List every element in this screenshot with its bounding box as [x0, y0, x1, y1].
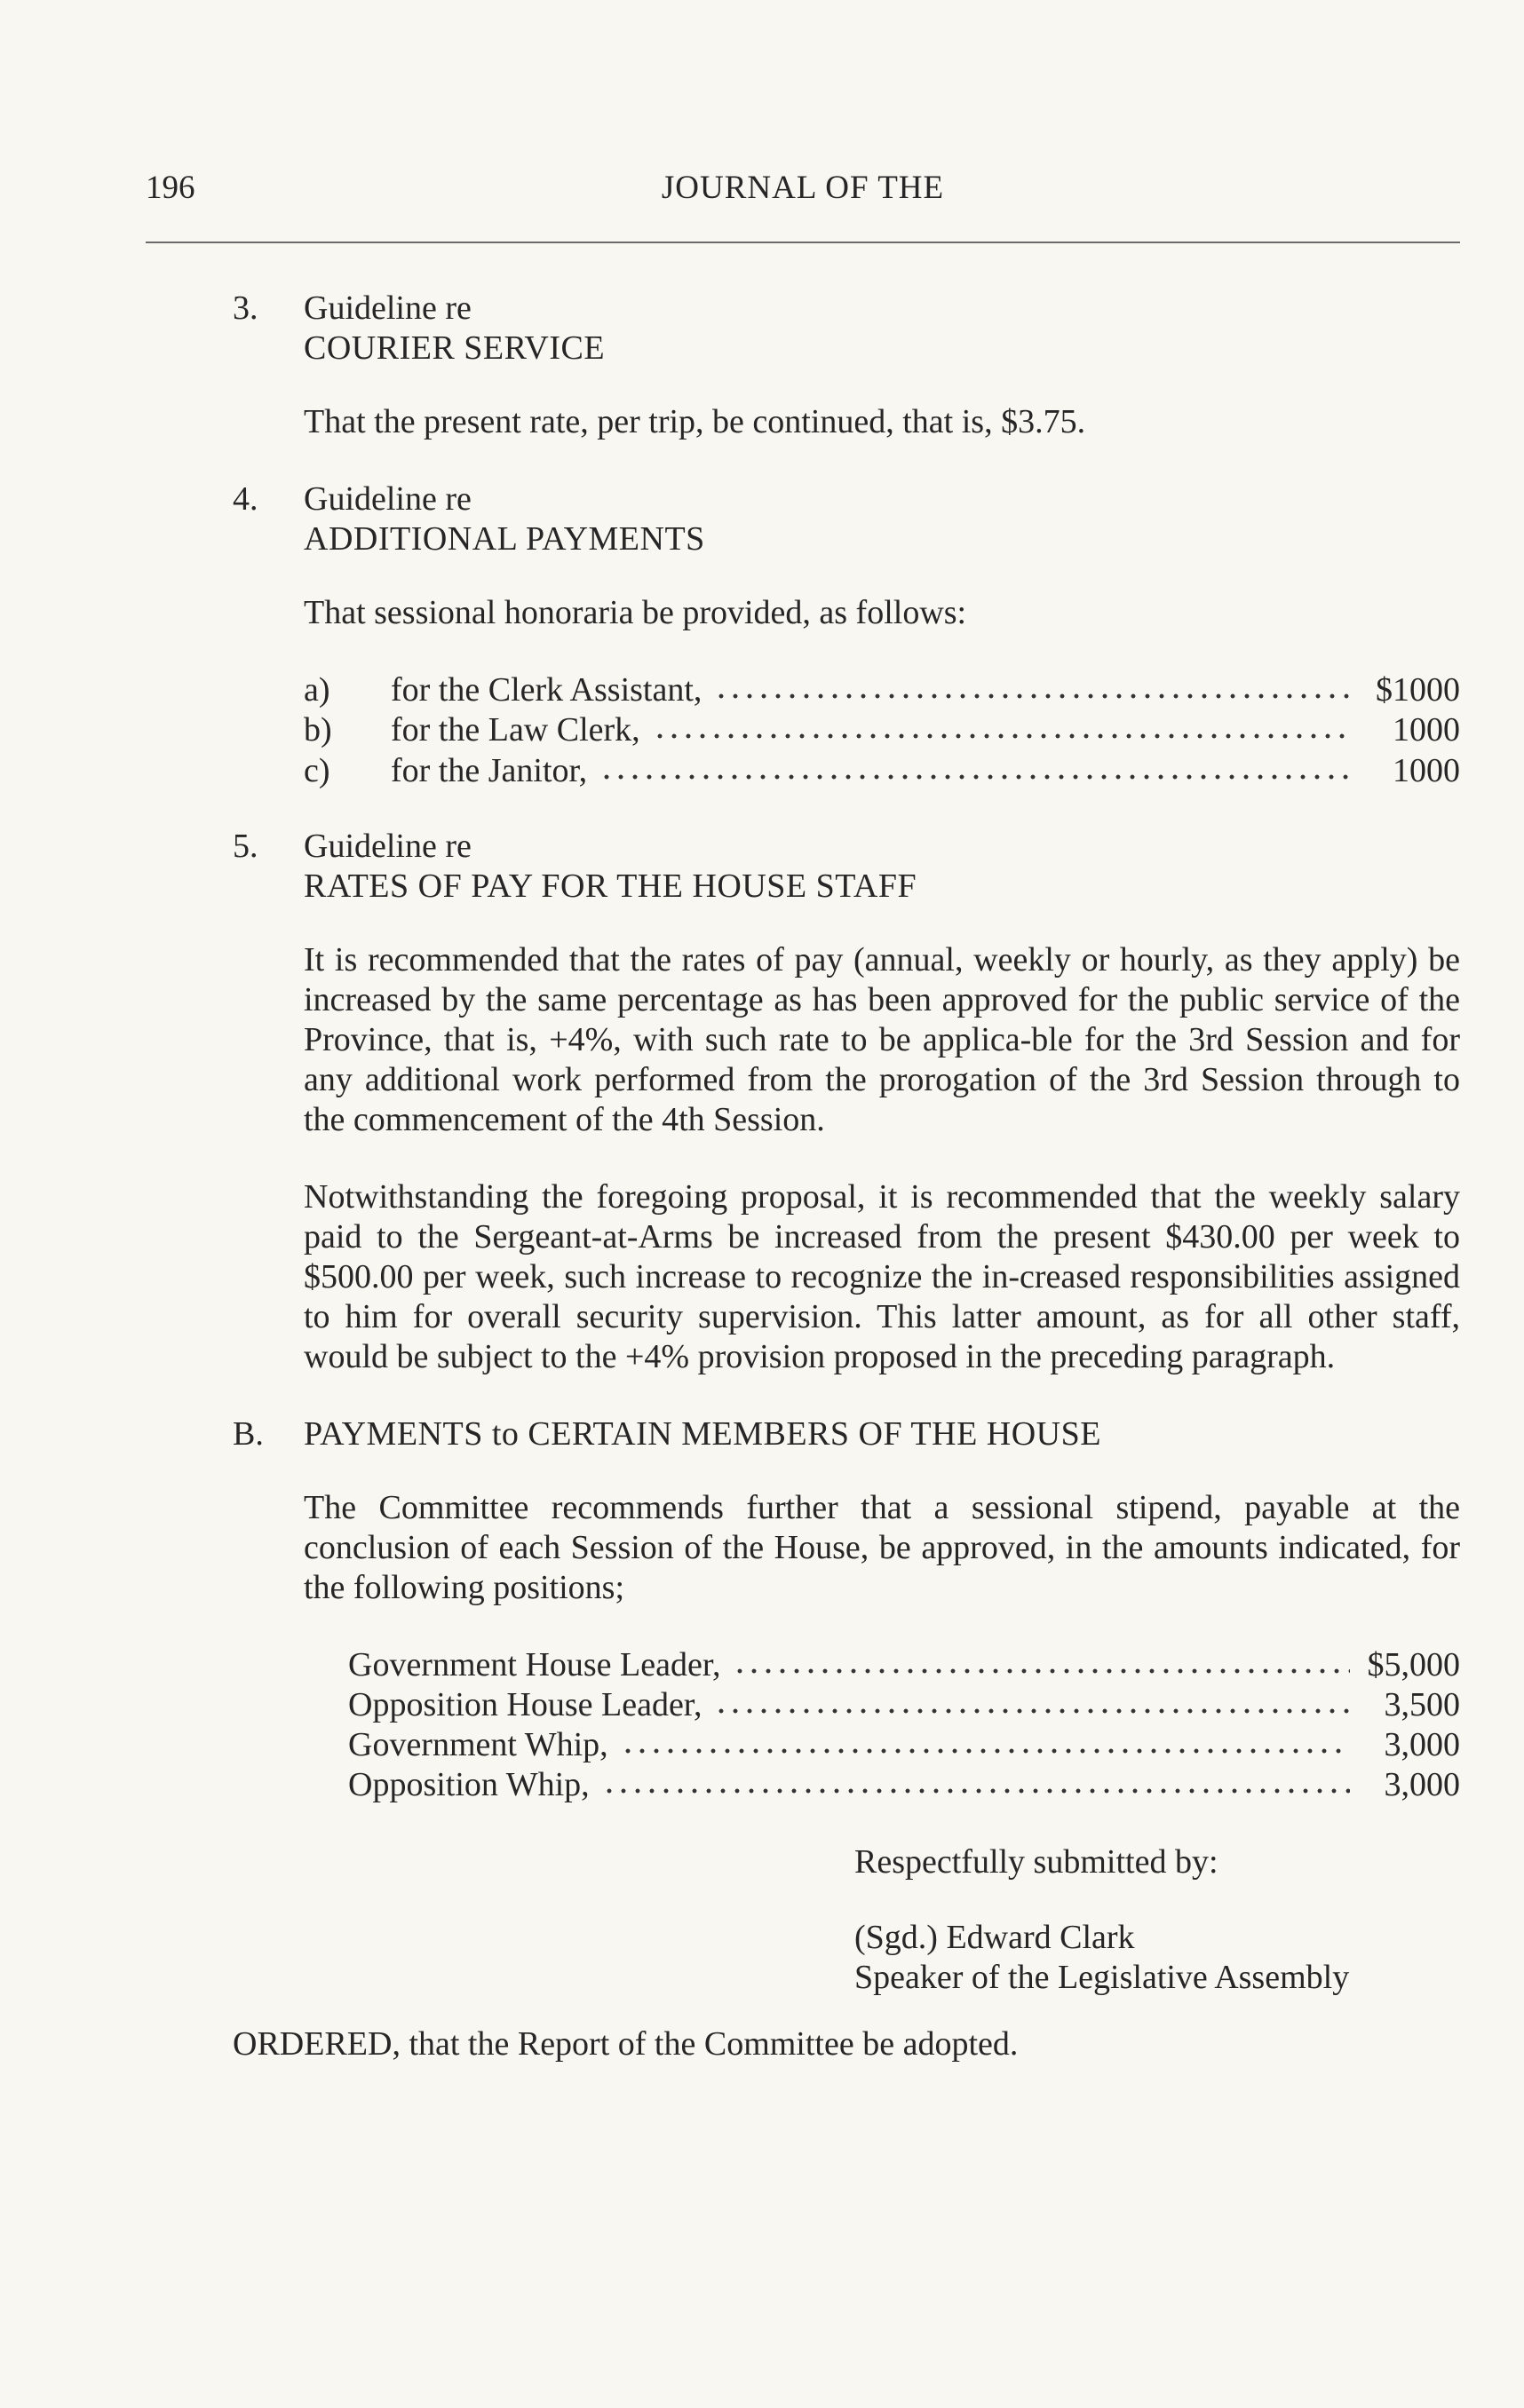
- item-number: B.: [233, 1414, 264, 1453]
- honoraria-row: [304, 750, 1460, 790]
- item-number: 4.: [233, 480, 258, 518]
- dot-leader: [733, 1645, 1350, 1675]
- item-heading: [304, 289, 1460, 368]
- item-intro: That sessional honoraria be provided, as follows:: [304, 594, 967, 631]
- dot-leader: [602, 1765, 1350, 1795]
- row-amount: 1000: [1393, 751, 1460, 789]
- row-label: for the Clerk Assistant,: [391, 671, 702, 709]
- paragraph: The Committee recommends further that a sessional stipend, payable at the conclusion of each Session of the House, be approved, in the amounts indicated, for the following positions;: [304, 1488, 1460, 1606]
- paragraph: It is recommended that the rates of pay (annual, weekly or hourly, as they apply) be increased by the same percentage as has been approved for the public service of the Province, that is, +4%, with such rate to be applica-ble for the 3rd Session and for any additional work performed from the prorogation of the 3rd Session through to the commencement of the 4th Session.: [304, 940, 1460, 1138]
- guideline-courier-service: [233, 289, 1460, 442]
- dot-leader: [653, 710, 1350, 741]
- ordered-resolution: ORDERED, that the Report of the Committee be adopted.: [233, 2025, 1019, 2063]
- row-amount: $5,000: [1367, 1645, 1460, 1683]
- row-amount: 3,500: [1384, 1685, 1460, 1723]
- signature-title: Speaker of the Legislative Assembly: [854, 1959, 1350, 1997]
- header-rule: [146, 242, 1460, 243]
- item-title: COURIER SERVICE: [304, 329, 606, 367]
- signature-intro: Respectfully submitted by:: [854, 1843, 1218, 1881]
- honoraria-list: [304, 670, 1460, 791]
- row-label: for the Law Clerk,: [391, 711, 640, 749]
- page-body: [233, 289, 1460, 2102]
- page-header: [146, 169, 1460, 215]
- running-head: JOURNAL OF THE: [661, 170, 945, 206]
- dot-leader: [714, 1685, 1350, 1715]
- signature-name: (Sgd.) Edward Clark: [854, 1919, 1135, 1957]
- item-label: Guideline re: [304, 480, 472, 518]
- item-title: PAYMENTS to CERTAIN MEMBERS OF THE HOUSE: [304, 1414, 1101, 1453]
- honoraria-row: [304, 710, 1460, 750]
- item-title: RATES OF PAY FOR THE HOUSE STAFF: [304, 867, 917, 905]
- stipend-row: [348, 1685, 1460, 1725]
- row-letter: b): [304, 711, 332, 749]
- paragraph: Notwithstanding the foregoing proposal, it is recommended that the weekly salary paid to the Sergeant-at-Arms be increased from the present $430.00 per week to $500.00 per week, such increase to recognize the in-creased responsibilities assigned to him for overall security supervision. This latter amount, as for all other staff, would be subject to the +4% provision proposed in the preceding paragraph.: [304, 1177, 1460, 1375]
- item-label: Guideline re: [304, 827, 472, 865]
- section-payments-to-members: [233, 1414, 1460, 2065]
- row-label: Government Whip,: [348, 1726, 608, 1764]
- row-label: Government House Leader,: [348, 1645, 721, 1683]
- stipend-list: [348, 1645, 1460, 1806]
- item-number: 3.: [233, 289, 258, 327]
- row-label: Opposition Whip,: [348, 1766, 590, 1804]
- item-number: 5.: [233, 827, 258, 865]
- row-amount: 1000: [1393, 711, 1460, 749]
- item-label: Guideline re: [304, 289, 472, 327]
- guideline-rates-of-pay: [233, 827, 1460, 1377]
- item-title: ADDITIONAL PAYMENTS: [304, 520, 705, 558]
- honoraria-row: [304, 670, 1460, 710]
- row-label: Opposition House Leader,: [348, 1685, 702, 1723]
- row-letter: c): [304, 751, 330, 789]
- item-text: That the present rate, per trip, be continued, that is, $3.75.: [304, 403, 1086, 440]
- row-amount: $1000: [1376, 671, 1460, 709]
- item-heading: [304, 827, 1460, 907]
- dot-leader: [621, 1725, 1350, 1755]
- stipend-row: [348, 1725, 1460, 1765]
- signature-block: [854, 1842, 1460, 1998]
- row-amount: 3,000: [1384, 1766, 1460, 1804]
- dot-leader: [714, 670, 1350, 701]
- row-amount: 3,000: [1384, 1726, 1460, 1764]
- row-letter: a): [304, 671, 330, 709]
- page-number: 196: [146, 170, 195, 206]
- row-label: for the Janitor,: [391, 751, 588, 789]
- dot-leader: [599, 750, 1350, 780]
- item-heading: [304, 479, 1460, 559]
- stipend-row: [348, 1645, 1460, 1685]
- stipend-row: [348, 1765, 1460, 1805]
- guideline-additional-payments: [233, 479, 1460, 791]
